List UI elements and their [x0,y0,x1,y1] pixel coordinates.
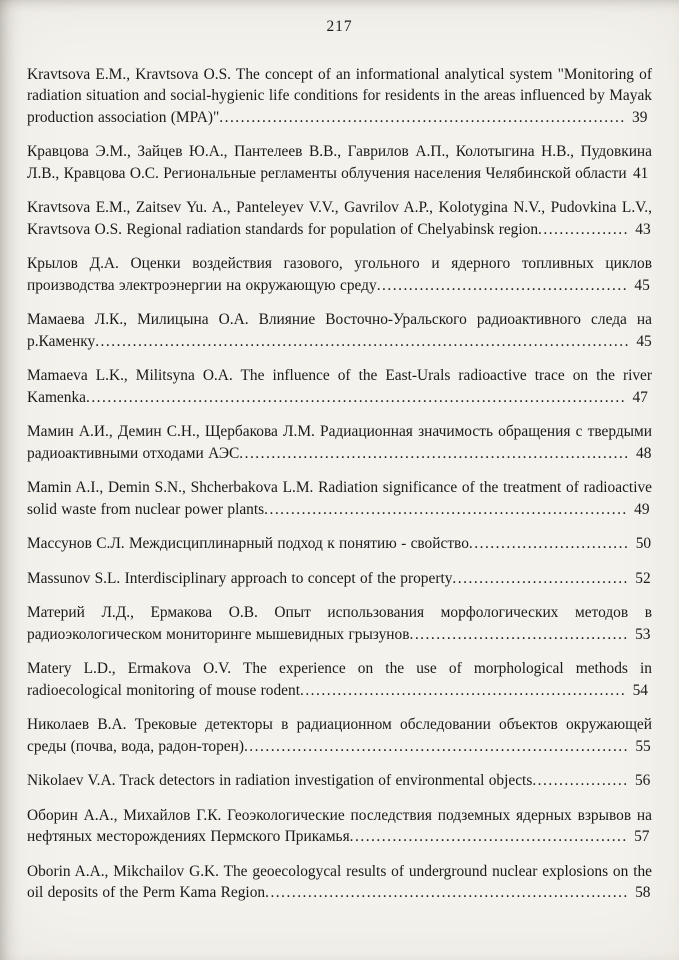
dot-leader: .................. [532,772,629,789]
entry-text: Оборин А.А., Михайлов Г.К. Геоэкологические последствия подземных ядерных взрывов на нефтяных месторождениях Пермского Прикамья [27,806,652,845]
entry-page-ref: 53 [635,625,651,643]
entry-page-ref: 55 [635,737,651,755]
entry-page-ref: 56 [634,772,651,789]
entry-page-ref: 47 [632,388,648,406]
toc-entry [27,421,652,464]
toc-entry [27,533,652,555]
entry-text: Мамин А.И., Демин С.Н., Щербакова Л.М. Радиационная значимость обращения с твердыми радиоактивными отходами АЭС [27,423,652,462]
entry-text: Kravtsova E.M., Zaitsev Yu. A., Panteleyev V.V., Gavrilov A.P., Kolotygina N.V., Pudovkina L.V., Kravtsova O.S. Regional radiation standards for population of Chelyabinsk region [27,199,652,238]
entry-text: Oborin A.A., Mikchailov G.K. The geoecologycal results of underground nuclear explosions on the oil deposits of the Perm Kama Region [27,862,652,901]
dot-leader: ................. [538,220,629,238]
dot-leader: .................................................... [349,828,628,845]
dot-leader: ............................................................. [299,681,627,699]
entry-text: Мамаева Л.К., Милицына О.А. Влияние Восточно-Уральского радиоактивного следа на р.Каменку [27,311,652,350]
entry-text: Massunov S.L. Interdisciplinary approach to concept of the property [27,569,453,587]
toc-entry [27,658,652,701]
toc-entry [27,770,652,792]
entry-text: Nikolaev V.A. Track detectors in radiation investigation of environmental objects [27,772,533,789]
toc-entry [27,602,652,645]
dot-leader: .............................. [468,535,630,552]
toc-list [27,64,652,904]
toc-entry [27,253,652,296]
entry-text: Mamin A.I., Demin S.N., Shcherbakova L.M. Radiation significance of the treatment of radioactive solid waste from nuclear power plants [27,479,652,518]
dot-leader: .................................................................... [265,884,629,901]
entry-text: Материй Л.Д., Ермакова О.В. Опыт использования морфологических методов в радиоэкологическом мониторинге мышевидных грызунов [27,604,652,643]
entry-text: Массунов С.Л. Междисциплинарный подход к понятию - свойство [27,535,469,552]
entry-text: Mamaeva L.K., Militsyna O.A. The influence of the East-Urals radioactive trace on the river Kamenka [27,367,652,406]
dot-leader: ............................................... [376,276,629,294]
entry-text: Matery L.D., Ermakova O.V. The experience on the use of morphological methods in radioecological monitoring of mouse rodent [27,660,652,699]
entry-text: Kravtsova E.M., Kravtsova O.S. The concept of an informational analytical system "Monitoring of radiation situation and social-hygienic life conditions for residents in the areas influenced by Mayak production association (MPA)" [27,65,652,126]
dot-leader: .................................................................................................... [95,332,630,350]
entry-page-ref: 43 [635,220,651,238]
toc-entry [27,805,652,848]
dot-leader: ..................................................................................................... [85,388,627,406]
entry-page-ref: 48 [636,444,652,462]
dot-leader: ........................................................................ [243,737,629,755]
entry-text: Николаев В.А. Трековые детекторы в радиационном обследовании объектов окружающей среды (почва, вода, радон-торен) [27,716,652,755]
entry-page-ref: 50 [635,535,652,552]
toc-entry [27,309,652,352]
toc-entry [27,141,652,184]
dot-leader: ................................. [452,569,629,587]
entry-page-ref: 45 [634,276,650,294]
toc-entry [27,365,652,408]
entry-text: Крылов Д.А. Оценки воздействия газового, угольного и ядерного топливных циклов производства электроэнергии на окружающую среду [27,255,652,294]
entry-page-ref: 41 [632,164,649,182]
toc-entry [27,64,652,129]
dot-leader: ......................................................................... [239,444,630,462]
entry-page-ref: 39 [632,108,648,126]
dot-leader: .................................................................... [264,500,628,518]
dot-leader: ......................................... [409,625,629,643]
page-number: 217 [326,18,353,35]
entry-page-ref: 57 [634,828,650,845]
toc-entry [27,861,652,904]
toc-entry [27,477,652,520]
entry-page-ref: 54 [632,681,648,699]
entry-page-ref: 52 [635,569,651,587]
toc-entry [27,714,652,757]
toc-entry [27,568,652,590]
entry-page-ref: 45 [636,332,652,350]
entry-text: Кравцова Э.М., Зайцев Ю.А., Пантелеев В.В., Гаврилов А.П., Колотыгина Н.В., Пудовкина Л.В., Кравцова О.С. Региональные регламенты облучения населения Челябинской области [27,143,652,182]
entry-page-ref: 49 [634,500,650,518]
toc-entry [27,197,652,240]
entry-page-ref: 58 [635,884,651,901]
dot-leader: ............................................................................ [219,108,626,126]
